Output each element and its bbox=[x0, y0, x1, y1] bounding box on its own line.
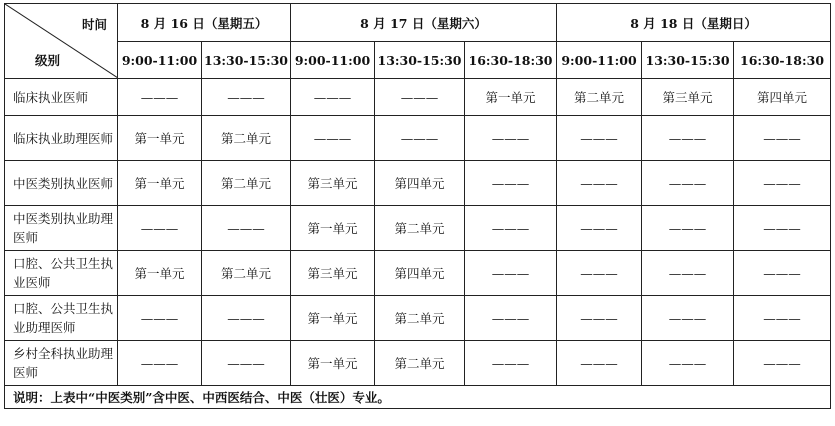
schedule-cell: ——— bbox=[118, 296, 202, 341]
schedule-cell: ——— bbox=[642, 206, 734, 251]
time-header: 9:00-11:00 bbox=[118, 42, 202, 79]
schedule-cell: ——— bbox=[202, 296, 291, 341]
schedule-cell: ——— bbox=[642, 251, 734, 296]
schedule-cell: 第三单元 bbox=[291, 251, 375, 296]
schedule-cell: ——— bbox=[291, 116, 375, 161]
schedule-cell: 第四单元 bbox=[375, 161, 465, 206]
schedule-cell: 第二单元 bbox=[202, 251, 291, 296]
schedule-cell: ——— bbox=[118, 206, 202, 251]
schedule-cell: ——— bbox=[557, 296, 642, 341]
schedule-cell: ——— bbox=[465, 116, 557, 161]
table-row bbox=[5, 206, 831, 251]
level-cell: 中医类别执业医师 bbox=[5, 161, 118, 206]
time-header: 9:00-11:00 bbox=[557, 42, 642, 79]
schedule-cell: ——— bbox=[734, 296, 831, 341]
schedule-cell: 第二单元 bbox=[375, 341, 465, 386]
corner-level-label: 级别 bbox=[35, 53, 61, 68]
date-header-3: 8 月 18 日（星期日） bbox=[557, 4, 831, 42]
time-header: 13:30-15:30 bbox=[642, 42, 734, 79]
corner-header-cell bbox=[5, 4, 118, 79]
schedule-cell: ——— bbox=[557, 341, 642, 386]
time-header: 16:30-18:30 bbox=[734, 42, 831, 79]
exam-schedule-table bbox=[4, 3, 831, 409]
table-row bbox=[5, 251, 831, 296]
schedule-cell: ——— bbox=[465, 251, 557, 296]
schedule-cell: ——— bbox=[465, 296, 557, 341]
level-cell: 临床执业医师 bbox=[5, 79, 118, 116]
schedule-cell: 第二单元 bbox=[557, 79, 642, 116]
schedule-cell: ——— bbox=[557, 206, 642, 251]
schedule-cell: ——— bbox=[557, 116, 642, 161]
schedule-cell: ——— bbox=[642, 161, 734, 206]
date-header-2: 8 月 17 日（星期六） bbox=[291, 4, 557, 42]
schedule-cell: 第二单元 bbox=[202, 116, 291, 161]
schedule-cell: ——— bbox=[642, 341, 734, 386]
level-cell: 中医类别执业助理医师 bbox=[5, 206, 118, 251]
table-row bbox=[5, 116, 831, 161]
schedule-cell: ——— bbox=[465, 161, 557, 206]
schedule-cell: 第二单元 bbox=[375, 206, 465, 251]
level-cell: 口腔、公共卫生执业助理医师 bbox=[5, 296, 118, 341]
level-cell: 口腔、公共卫生执业医师 bbox=[5, 251, 118, 296]
schedule-cell: ——— bbox=[202, 206, 291, 251]
schedule-cell: 第一单元 bbox=[118, 251, 202, 296]
schedule-cell: 第一单元 bbox=[291, 206, 375, 251]
schedule-cell: ——— bbox=[465, 341, 557, 386]
table-row bbox=[5, 296, 831, 341]
schedule-cell: ——— bbox=[118, 79, 202, 116]
schedule-cell: 第一单元 bbox=[291, 296, 375, 341]
schedule-cell: ——— bbox=[734, 341, 831, 386]
schedule-cell: 第二单元 bbox=[375, 296, 465, 341]
schedule-cell: ——— bbox=[375, 79, 465, 116]
schedule-cell: 第三单元 bbox=[642, 79, 734, 116]
time-header: 13:30-15:30 bbox=[202, 42, 291, 79]
corner-time-label: 时间 bbox=[81, 17, 107, 32]
schedule-cell: ——— bbox=[557, 161, 642, 206]
schedule-cell: ——— bbox=[734, 116, 831, 161]
schedule-cell: 第一单元 bbox=[291, 341, 375, 386]
schedule-cell: ——— bbox=[557, 251, 642, 296]
schedule-cell: 第一单元 bbox=[118, 116, 202, 161]
table-row bbox=[5, 79, 831, 116]
level-cell: 临床执业助理医师 bbox=[5, 116, 118, 161]
schedule-cell: 第一单元 bbox=[118, 161, 202, 206]
schedule-cell: ——— bbox=[734, 251, 831, 296]
schedule-cell: ——— bbox=[642, 116, 734, 161]
schedule-cell: ——— bbox=[465, 206, 557, 251]
schedule-cell: ——— bbox=[734, 206, 831, 251]
time-header: 9:00-11:00 bbox=[291, 42, 375, 79]
level-cell: 乡村全科执业助理医师 bbox=[5, 341, 118, 386]
schedule-cell: ——— bbox=[734, 161, 831, 206]
schedule-cell: ——— bbox=[642, 296, 734, 341]
schedule-cell: 第二单元 bbox=[202, 161, 291, 206]
table-note: 说明：上表中“中医类别”含中医、中西医结合、中医（壮医）专业。 bbox=[5, 386, 831, 409]
schedule-cell: 第四单元 bbox=[375, 251, 465, 296]
table-row bbox=[5, 341, 831, 386]
table-row bbox=[5, 161, 831, 206]
date-header-1: 8 月 16 日（星期五） bbox=[118, 4, 291, 42]
time-header: 13:30-15:30 bbox=[375, 42, 465, 79]
schedule-cell: ——— bbox=[375, 116, 465, 161]
schedule-cell: ——— bbox=[202, 341, 291, 386]
schedule-cell: 第四单元 bbox=[734, 79, 831, 116]
schedule-cell: 第三单元 bbox=[291, 161, 375, 206]
time-header: 16:30-18:30 bbox=[465, 42, 557, 79]
schedule-cell: ——— bbox=[202, 79, 291, 116]
schedule-cell: ——— bbox=[118, 341, 202, 386]
schedule-cell: 第一单元 bbox=[465, 79, 557, 116]
schedule-cell: ——— bbox=[291, 79, 375, 116]
